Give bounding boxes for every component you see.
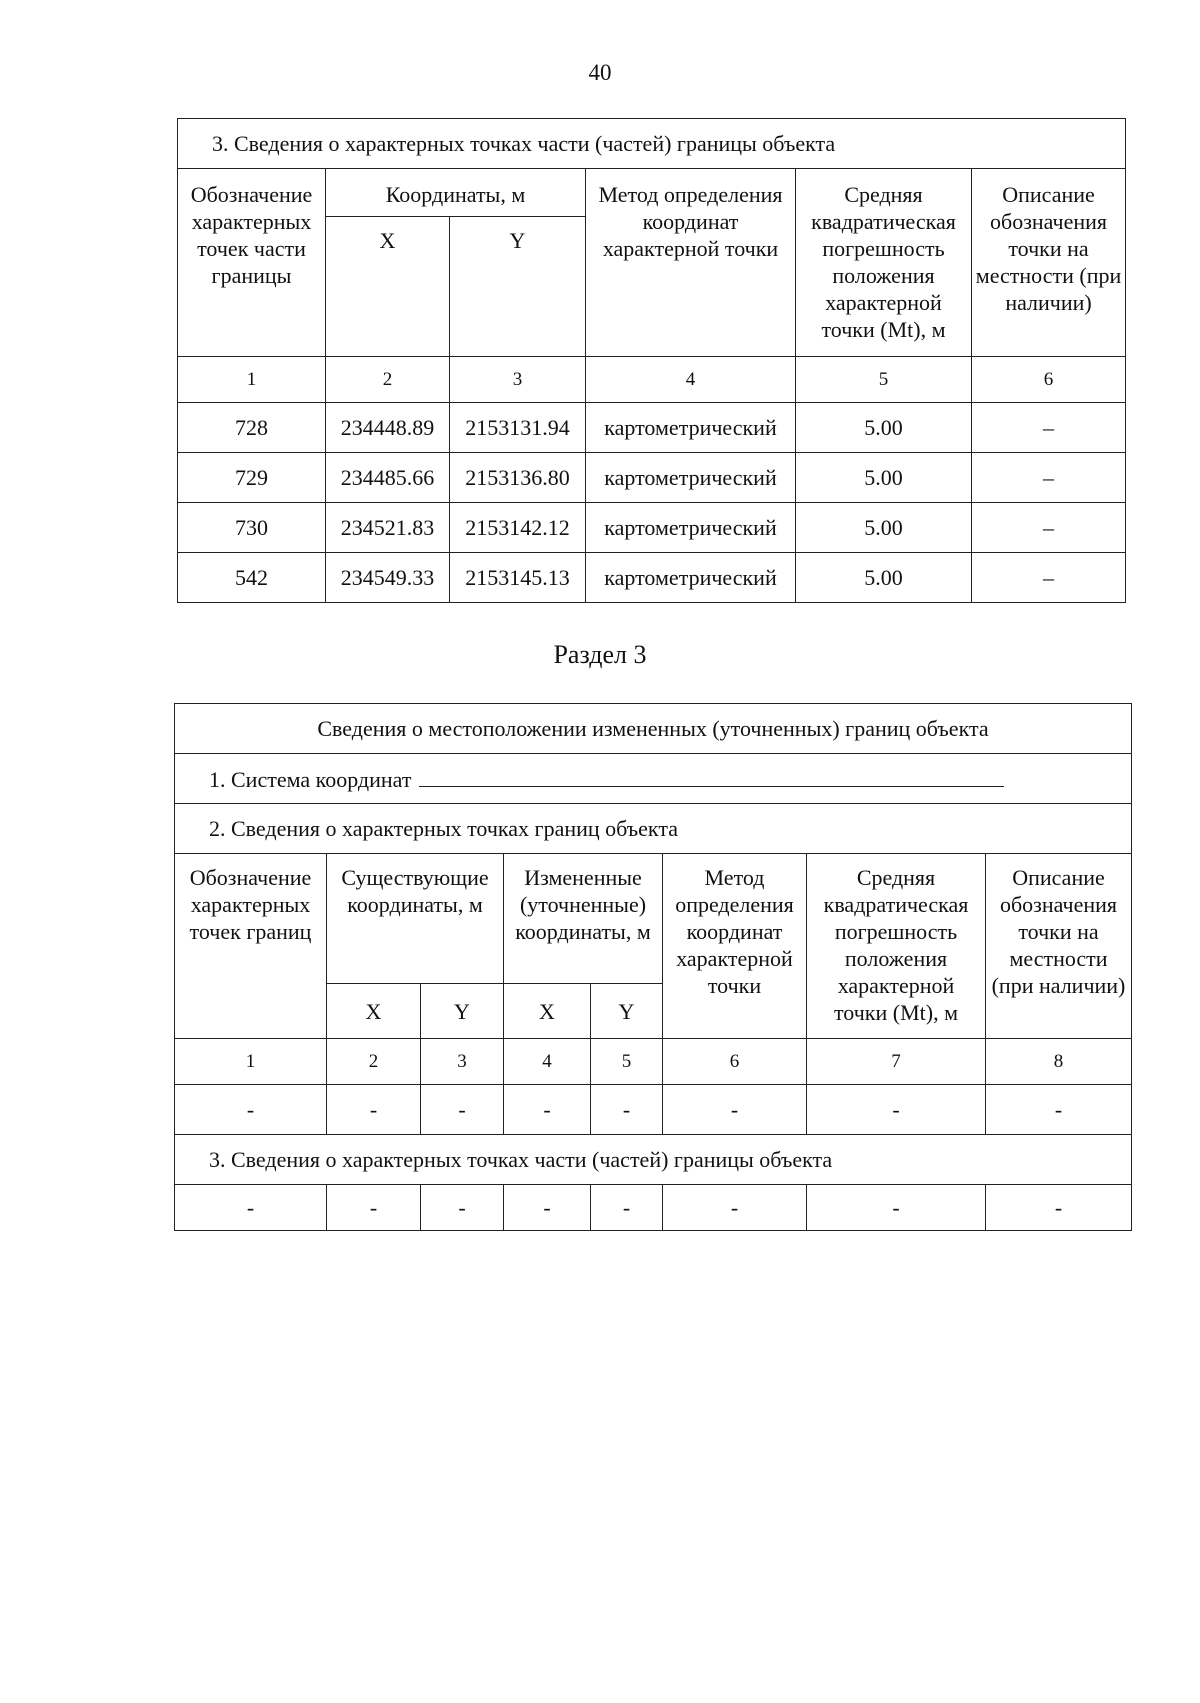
cell-point: 728	[178, 403, 326, 453]
column-number: 4	[586, 357, 796, 403]
header-point-designation: Обозначение характерных точек части границы	[178, 169, 326, 357]
cell-description: –	[972, 453, 1126, 503]
cell-y: 2153131.94	[450, 403, 586, 453]
column-number: 8	[986, 1039, 1132, 1085]
table-title: Сведения о местоположении измененных (уточненных) границ объекта	[175, 704, 1132, 754]
cell-empty: -	[591, 1085, 663, 1135]
column-number: 1	[175, 1039, 327, 1085]
cell-empty: -	[421, 1085, 504, 1135]
cell-method: картометрический	[586, 453, 796, 503]
header-description: Описание обозначения точки на местности (при наличии)	[986, 854, 1132, 1039]
cell-empty: -	[986, 1085, 1132, 1135]
cell-error: 5.00	[796, 553, 972, 603]
cell-y: 2153136.80	[450, 453, 586, 503]
column-number: 6	[663, 1039, 807, 1085]
header-coordinates: Координаты, м	[326, 169, 586, 217]
table-row	[178, 403, 1126, 453]
column-number: 1	[178, 357, 326, 403]
cell-x: 234448.89	[326, 403, 450, 453]
table-row	[175, 1085, 1132, 1135]
header-existing-y: Y	[421, 984, 504, 1039]
table-row	[178, 503, 1126, 553]
points-section-title: 2. Сведения о характерных точках границ объекта	[175, 804, 1132, 854]
boundary-part-points-table	[177, 118, 1126, 603]
header-description: Описание обозначения точки на местности (при наличии)	[972, 169, 1126, 357]
cell-y: 2153145.13	[450, 553, 586, 603]
column-number: 7	[807, 1039, 986, 1085]
cell-x: 234521.83	[326, 503, 450, 553]
cell-method: картометрический	[586, 503, 796, 553]
cell-empty: -	[663, 1085, 807, 1135]
coordinate-system-row	[175, 754, 1132, 804]
cell-description: –	[972, 403, 1126, 453]
cell-empty: -	[807, 1185, 986, 1231]
column-number: 2	[327, 1039, 421, 1085]
table-title: 3. Сведения о характерных точках части (частей) границы объекта	[178, 119, 1126, 169]
table-row	[178, 553, 1126, 603]
parts-section-title: 3. Сведения о характерных точках части (частей) границы объекта	[175, 1135, 1132, 1185]
cell-point: 730	[178, 503, 326, 553]
cell-x: 234549.33	[326, 553, 450, 603]
table-row	[175, 1185, 1132, 1231]
cell-method: картометрический	[586, 553, 796, 603]
header-changed-coordinates: Измененные (уточненные) координаты, м	[504, 854, 663, 984]
header-point-designation: Обозначение характерных точек границ	[175, 854, 327, 1039]
cell-empty: -	[175, 1085, 327, 1135]
header-changed-y: Y	[591, 984, 663, 1039]
cell-point: 729	[178, 453, 326, 503]
cell-point: 542	[178, 553, 326, 603]
cell-empty: -	[986, 1185, 1132, 1231]
section-title: Раздел 3	[553, 640, 647, 669]
column-number: 2	[326, 357, 450, 403]
header-method: Метод определения координат характерной точки	[586, 169, 796, 357]
cell-empty: -	[504, 1085, 591, 1135]
column-number: 5	[796, 357, 972, 403]
header-x: X	[326, 217, 450, 357]
cell-error: 5.00	[796, 503, 972, 553]
header-existing-coordinates: Существующие координаты, м	[327, 854, 504, 984]
cell-description: –	[972, 553, 1126, 603]
cell-empty: -	[327, 1185, 421, 1231]
column-number: 5	[591, 1039, 663, 1085]
cell-y: 2153142.12	[450, 503, 586, 553]
cell-method: картометрический	[586, 403, 796, 453]
column-numbers-row	[175, 1039, 1132, 1085]
page-number: 40	[588, 60, 612, 85]
cell-empty: -	[663, 1185, 807, 1231]
changed-boundaries-table	[174, 703, 1132, 1231]
column-number: 3	[450, 357, 586, 403]
cell-x: 234485.66	[326, 453, 450, 503]
cell-empty: -	[807, 1085, 986, 1135]
column-number: 6	[972, 357, 1126, 403]
cell-description: –	[972, 503, 1126, 553]
header-y: Y	[450, 217, 586, 357]
column-number: 4	[504, 1039, 591, 1085]
header-changed-x: X	[504, 984, 591, 1039]
column-number: 3	[421, 1039, 504, 1085]
header-mean-error: Средняя квадратическая погрешность положения характерной точки (Mt), м	[796, 169, 972, 357]
cell-empty: -	[421, 1185, 504, 1231]
cell-empty: -	[175, 1185, 327, 1231]
cell-error: 5.00	[796, 403, 972, 453]
cell-empty: -	[591, 1185, 663, 1231]
cell-empty: -	[504, 1185, 591, 1231]
header-existing-x: X	[327, 984, 421, 1039]
cell-empty: -	[327, 1085, 421, 1135]
coordinate-system-blank	[419, 764, 1004, 787]
header-mean-error: Средняя квадратическая погрешность положения характерной точки (Mt), м	[807, 854, 986, 1039]
header-method: Метод определения координат характерной точки	[663, 854, 807, 1039]
cell-error: 5.00	[796, 453, 972, 503]
table-row	[178, 453, 1126, 503]
column-numbers-row	[178, 357, 1126, 403]
coordinate-system-label: 1. Система координат	[209, 767, 412, 792]
